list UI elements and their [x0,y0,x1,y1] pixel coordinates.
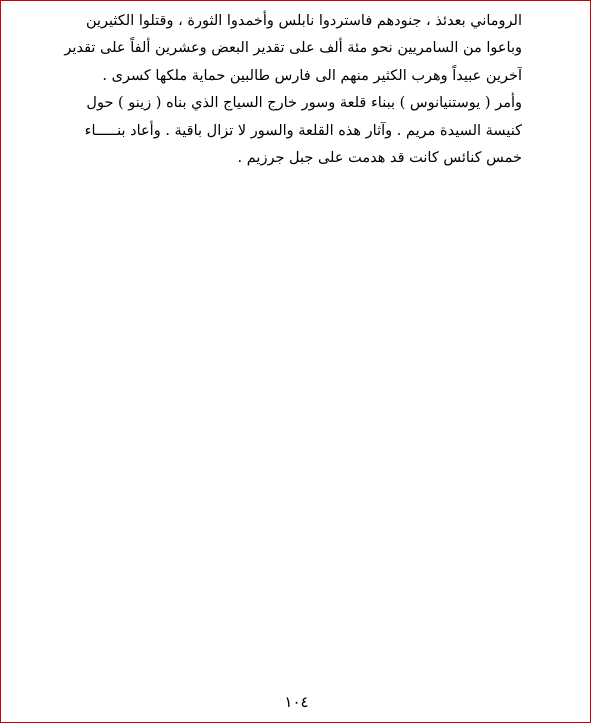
text-line-4: وأمر ( يوستنيانوس ) ببناء قلعة وسور خارج السياج الذي بناه ( زينو ) حول [86,95,522,112]
body-text [57,8,522,172]
text-line-6: خمس كنائس كانت قد هدمت على جبل جرزيم . [237,150,522,167]
text-line-3: آخرين عبيداً وهرب الكثير منهم الى فارس طالبين حماية ملكها كسرى . [102,67,522,84]
text-line-1: الروماني بعدئذ ، جنودهم فاستردوا نابلس وأخمدوا الثورة ، وقتلوا الكثيرين [85,13,522,29]
text-line-2: وباعوا من السامريين نحو مئة ألف على تقدير البعض وعشرين ألفاً على تقدير [64,40,522,57]
page-number: ١٠٤ [284,693,309,711]
text-line-5: كنيسة السيدة مريم . وآثار هذه القلعة والسور لا تزال باقية . وأعاد بنـــــاء [84,122,522,139]
